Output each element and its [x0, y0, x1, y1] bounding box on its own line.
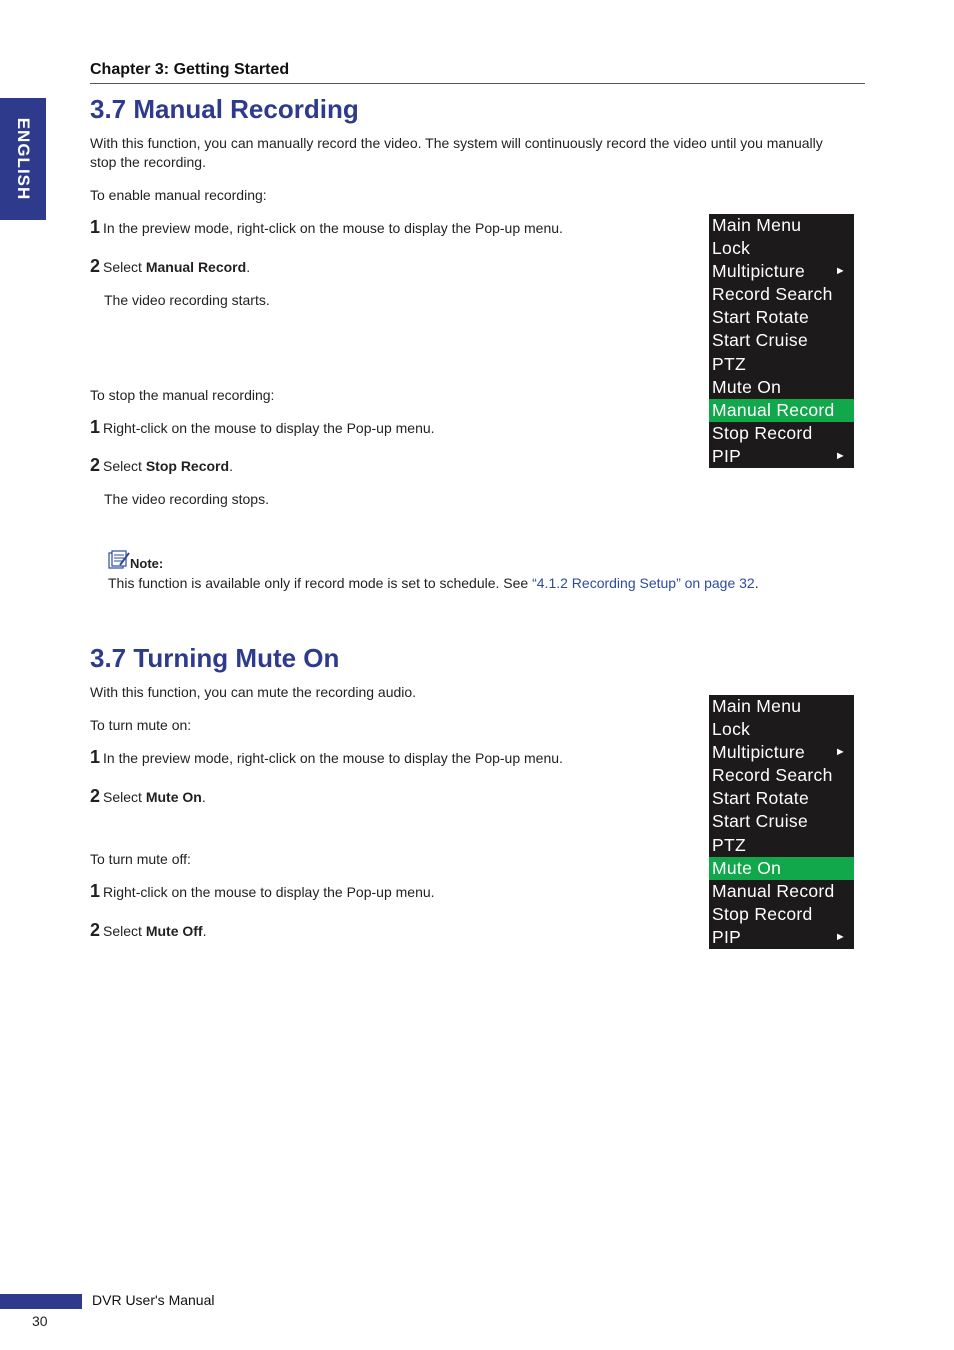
menu-item-label: Multipicture: [712, 261, 806, 282]
menu-item-label: Mute On: [712, 376, 782, 397]
menu-item-pip[interactable]: [709, 926, 854, 949]
submenu-arrow-icon: ►: [834, 265, 846, 278]
step-number: 1: [90, 217, 101, 237]
step-text: In the preview mode, right-click on the mouse to display the Pop-up menu.: [103, 750, 563, 766]
menu-item-ptz[interactable]: [709, 834, 854, 857]
step-suffix: .: [202, 923, 207, 939]
popup-menu-mute-on: [709, 695, 854, 949]
menu-item-start-rotate[interactable]: [709, 787, 854, 810]
menu-item-lock[interactable]: [709, 237, 854, 260]
page-number: 30: [32, 1313, 48, 1329]
submenu-arrow-icon: ►: [834, 930, 846, 943]
enable-heading: To enable manual recording:: [90, 187, 267, 203]
header-rule: [90, 83, 865, 84]
enable-result: The video recording starts.: [104, 292, 270, 308]
step-number: 1: [90, 881, 101, 901]
footer-bar: [0, 1294, 82, 1309]
step-2-mute-on: [90, 786, 206, 807]
menu-item-label: Manual Record: [712, 399, 835, 420]
menu-item-multipicture[interactable]: [709, 741, 854, 764]
step-number: 2: [90, 455, 101, 475]
mute-on-heading: To turn mute on:: [90, 717, 192, 733]
menu-item-manual-record[interactable]: [709, 880, 854, 903]
menu-item-label: PTZ: [712, 834, 746, 855]
menu-item-stop-record[interactable]: [709, 903, 854, 926]
menu-item-main-menu[interactable]: [709, 214, 854, 237]
menu-item-label: Lock: [712, 719, 751, 740]
step-prefix: Select: [103, 789, 146, 805]
menu-item-record-search[interactable]: [709, 764, 854, 787]
menu-item-label: Mute On: [712, 857, 782, 878]
section-intro: With this function, you can manually record the video. The system will continuously record the video until you manually stop the recording.: [90, 135, 823, 170]
note-body: This function is available only if record mode is set to schedule. See: [108, 575, 533, 591]
section-title-mute-on: 3.7 Turning Mute On: [90, 643, 340, 673]
step-text: Right-click on the mouse to display the Pop-up menu.: [103, 420, 435, 436]
menu-item-label: Start Rotate: [712, 788, 809, 809]
note-link[interactable]: “4.1.2 Recording Setup” on page 32: [532, 575, 755, 591]
section-intro: With this function, you can mute the recording audio.: [90, 684, 417, 700]
step-suffix: .: [201, 789, 206, 805]
menu-item-label: Record Search: [712, 765, 833, 786]
step-1-mute-off: [90, 881, 435, 902]
step-prefix: Select: [103, 259, 146, 275]
menu-item-pip[interactable]: [709, 445, 854, 468]
menu-item-label: Manual Record: [712, 880, 835, 901]
menu-item-label: Main Menu: [712, 696, 802, 716]
submenu-arrow-icon: ►: [834, 449, 846, 462]
menu-item-label: Stop Record: [712, 903, 813, 924]
step-suffix: .: [229, 458, 233, 474]
step-text: In the preview mode, right-click on the mouse to display the Pop-up menu.: [103, 220, 563, 236]
step-number: 2: [90, 920, 101, 940]
menu-item-start-cruise[interactable]: [709, 810, 854, 833]
note-text: [108, 575, 759, 591]
menu-item-label: Start Cruise: [712, 330, 808, 351]
step-bold: Manual Record: [145, 259, 247, 275]
menu-item-label: PTZ: [712, 353, 746, 374]
menu-item-label: Lock: [712, 238, 751, 259]
note-icon: [108, 550, 130, 570]
menu-item-stop-record[interactable]: [709, 422, 854, 445]
menu-item-label: PIP: [712, 926, 742, 947]
step-bold: Mute On: [145, 789, 202, 805]
menu-item-lock[interactable]: [709, 718, 854, 741]
step-number: 2: [90, 786, 101, 806]
step-bold: Stop Record: [145, 458, 230, 474]
menu-item-label: Start Cruise: [712, 811, 808, 832]
menu-item-main-menu[interactable]: [709, 695, 854, 718]
menu-item-label: PIP: [712, 445, 742, 466]
mute-off-heading: To turn mute off:: [90, 851, 191, 867]
step-1-enable: [90, 217, 563, 238]
step-bold: Mute Off: [145, 923, 203, 939]
note-label: Note:: [130, 556, 164, 571]
menu-item-mute-on[interactable]: [709, 376, 854, 399]
language-tab: [0, 98, 46, 220]
step-2-mute-off: [90, 920, 206, 941]
menu-item-record-search[interactable]: [709, 283, 854, 306]
menu-item-mute-on[interactable]: [709, 857, 854, 880]
step-suffix: .: [246, 259, 251, 275]
note-suffix: .: [754, 575, 759, 591]
menu-item-start-cruise[interactable]: [709, 329, 854, 352]
step-prefix: Select: [103, 458, 146, 474]
menu-item-label: Main Menu: [712, 215, 802, 235]
footer-manual-title: DVR User's Manual: [92, 1292, 215, 1308]
menu-item-manual-record[interactable]: [709, 399, 854, 422]
submenu-arrow-icon: ►: [834, 746, 846, 759]
menu-item-label: Multipicture: [712, 742, 806, 763]
menu-item-ptz[interactable]: [709, 353, 854, 376]
menu-item-label: Record Search: [712, 284, 833, 305]
step-1-stop: [90, 417, 435, 438]
step-number: 2: [90, 256, 101, 276]
step-number: 1: [90, 747, 101, 767]
stop-heading: To stop the manual recording:: [90, 387, 275, 403]
step-number: 1: [90, 417, 101, 437]
language-tab-label: ENGLISH: [14, 117, 33, 201]
menu-item-multipicture[interactable]: [709, 260, 854, 283]
stop-result: The video recording stops.: [104, 491, 269, 507]
menu-item-label: Stop Record: [712, 422, 813, 443]
section-title-manual-recording: 3.7 Manual Recording: [90, 94, 359, 124]
step-2-stop: [90, 455, 233, 476]
step-prefix: Select: [103, 923, 146, 939]
popup-menu-manual-record: [709, 214, 854, 468]
menu-item-start-rotate[interactable]: [709, 306, 854, 329]
step-1-mute-on: [90, 747, 563, 768]
step-text: Right-click on the mouse to display the Pop-up menu.: [103, 884, 435, 900]
chapter-header: Chapter 3: Getting Started: [90, 61, 290, 78]
step-2-enable: [90, 256, 250, 277]
menu-item-label: Start Rotate: [712, 307, 809, 328]
